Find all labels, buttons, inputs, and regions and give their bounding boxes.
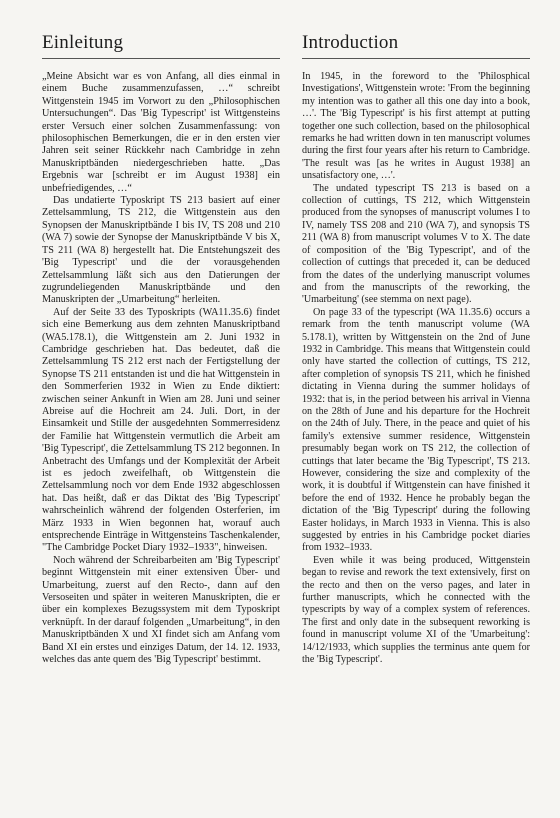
english-text	[302, 71, 530, 667]
english-paragraph-2: The undated typescript TS 213 is based on a collection of cuttings, TS 212, which Wittgenstein produced from the synopses of manuscript volumes I to IV, namely TSS 208 and 210 (WA 7), and synopsis TS 211 (WA 8) from manuscript volumes V to X. The date of composition of the 'Big Typescript', and of the collection of cuttings that preceded it, can be deduced from the dates of the underlying manuscript volumes and from the manuscripts of the reworking, the 'Umarbeitung' (see stemma on next page).	[302, 182, 530, 306]
german-paragraph-1: „Meine Absicht war es von Anfang, all dies einmal in einem Buche zusammenzufassen, …“ schreibt Wittgenstein 1945 im Vorwort zu den „Philosophischen Untersuchungen“. Das 'Big Typescript' ist Wittgensteins erster Versuch einer solchen Zusammenfassung: von philosophischen Bemerkungen, die er in den ersten vier Jahren seit seiner Rückkehr nach Cambridge in zehn Manuskriptbänden niedergeschrieben hatte. „Das Ergebnis war [schreibt er im August 1938] ein unbefriedigendes, …“	[42, 71, 280, 194]
english-column	[302, 30, 530, 667]
german-text	[42, 71, 280, 667]
german-column	[42, 30, 280, 667]
english-paragraph-3: On page 33 of the typescript (WA 11.35.6) occurs a remark from the tenth manuscript volume (WA 5.178.1), written by Wittgenstein on the 2nd of June 1932 in Cambridge. This means that Wittgenstein could only have started the collection of cuttings, TS 212, after completion of synopsis TS 211, which he finished dictating in Vienna during the summer holidays of 1932: that is, in the period between his arrival in Vienna on the 28th of June and his departure for the Hochreit on the 24th of July. There, in the peace and quiet of his family's extensive summer residence, Wittgenstein presumably began work on TS 212, the collection of cuttings that later became the 'Big Typescript', TS 213. However, considering the size and complexity of the work, it is doubtful if Wittgenstein can have finished it before the end of 1932. Hence he probably began the dictation of the 'Big Typescript' during the following Easter holidays, in March 1933 in Vienna. This is also suggested by entries in his Cambridge pocket diaries from 1932–1933.	[302, 306, 530, 554]
german-heading-rule	[42, 58, 280, 59]
english-heading-rule	[302, 58, 530, 59]
german-paragraph-2: Das undatierte Typoskript TS 213 basiert auf einer Zettelsammlung, TS 212, die Wittgenstein aus den Synopsen der Manuskriptbände I bis IV, TS 208 und 210 (WA 7) sowie der Synopse der Manuskriptbände V bis X, TS 211 (WA 8) hergestellt hat. Die Entstehungszeit des 'Big Typescript' und die der vorausgehenden Zettelsammlung läßt sich aus den Datierungen der zugrundeliegenden Manuskriptbände und den Manuskripten der „Umarbeitung“ herleiten.	[42, 195, 280, 306]
german-paragraph-4: Noch während der Schreibarbeiten am 'Big Typescript' beginnt Wittgenstein mit einer extensiven Über- und Umarbeitung, zuerst auf den Recto-, dann auf den Versoseiten und später in weiteren Manuskripten, die er über ein komplexes Bezugssystem mit dem Typoskript verknüpft. In der darauf folgenden „Umarbeitung“, in den Manuskriptbänden X und XI findet sich am Anfang vom Band XI ein erstes und einziges Datum, der 14. 12. 1933, welches das ante quem des 'Big Typescript' bestimmt.	[42, 554, 280, 666]
german-heading: Einleitung	[42, 32, 124, 53]
english-paragraph-4: Even while it was being produced, Wittgenstein began to revise and rework the text extensively, first on the recto and then on the verso pages, and later in further manuscripts, which he connected with the typescripts by way of a complex system of references. The first and only date in the subsequent reworking is found in manuscript volume XI of the 'Umarbeitung': 14/12/1933, which supplies the terminus ante quem for the 'Big Typescript'.	[302, 554, 530, 666]
english-heading: Introduction	[302, 32, 399, 53]
german-paragraph-3: Auf der Seite 33 des Typoskripts (WA11.35.6) findet sich eine Bemerkung aus dem zehnten Manuskriptband (WA5.178.1), die Wittgenstein am 2. Juni 1932 in Cambridge geschrieben hat. Das bedeutet, daß die Zettelsammlung TS 212 erst nach der Fertigstellung der Synopse TS 211 entstanden ist und die hat Wittgenstein in den Sommerferien 1932 in Wien zu Ende diktiert: zwischen seiner Ankunft in Wien am 28. Juni und seiner Abreise auf die Hochreit am 24. Juli. Dort, in der Einsamkeit und Stille der ausgedehnten Sommerresidenz der Familie hat Wittgenstein vermutlich die Arbeit am 'Big Typescript', die Zettelsammlung TS 212 begonnen. In Anbetracht des Umfangs und der Komplexität der Arbeit ist es jedoch zweifelhaft, ob Wittgenstein die Zettelsammlung noch vor dem Ende 1932 abgeschlossen hat. Das heißt, daß er das Diktat des 'Big Typescript' wahrscheinlich während der folgenden Osterferien, im März 1933 in Wien begonnen hat, worauf auch entsprechende Einträge in Wittgensteins Taschenkalender, "The Cambridge Pocket Diary 1932–1933", hinweisen.	[42, 306, 280, 554]
english-paragraph-1: In 1945, in the foreword to the 'Philosphical Investigations', Wittgenstein wrote: 'From the beginning my intention was to gather all this one day into a book, …'. The 'Big Typescript' is his first attempt at putting together one such collection, based on the philosophical remarks he had written down in ten manuscript volumes during the first four years after his return to Cambridge. 'The result was [as he writes in August 1938] an unsatisfactory one, …'.	[302, 71, 530, 182]
